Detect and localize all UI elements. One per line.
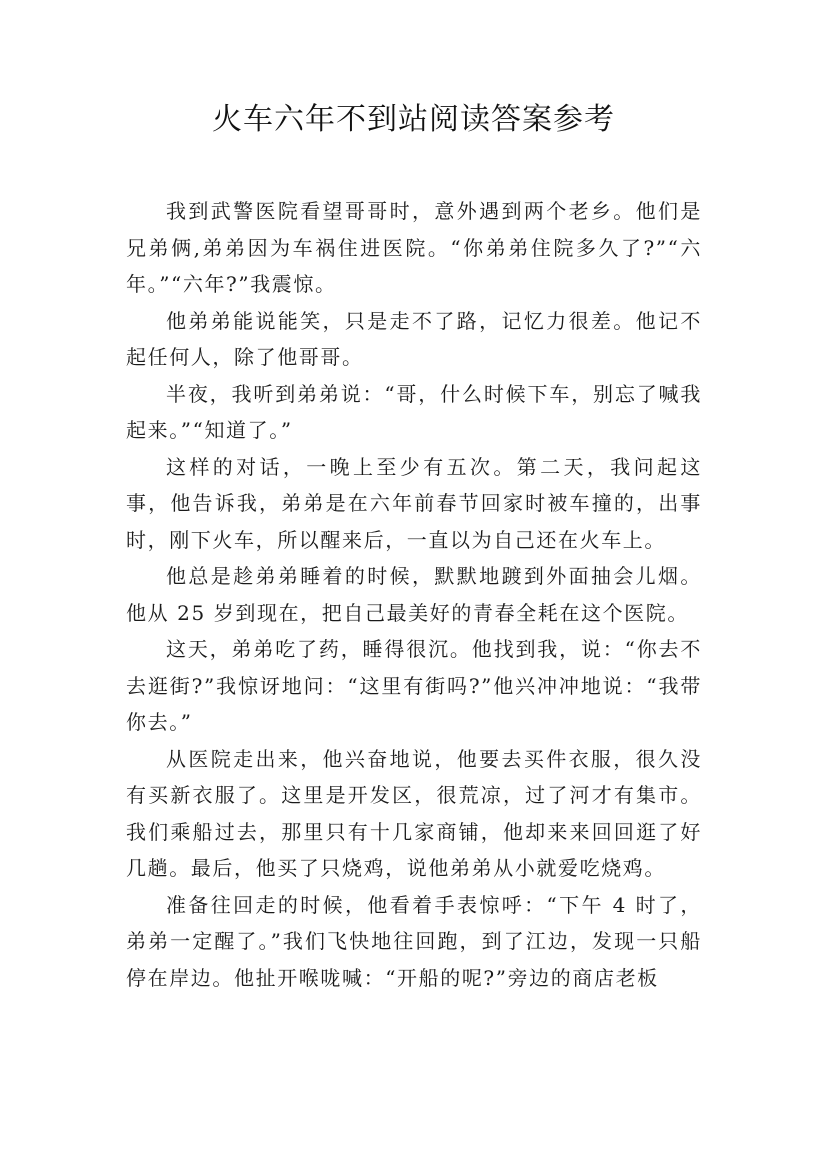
- paragraph: 他弟弟能说能笑，只是走不了路，记忆力很差。他记不起任何人，除了他哥哥。: [126, 308, 702, 369]
- paragraph: 半夜，我听到弟弟说：“哥，什么时候下车，别忘了喊我起来。”“知道了。”: [126, 381, 702, 442]
- paragraph: 他总是趁弟弟睡着的时候，默默地踱到外面抽会儿烟。他从 25 岁到现在，把自己最美好的青春全耗在这个医院。: [126, 564, 702, 625]
- paragraph: 这样的对话，一晚上至少有五次。第二天，我问起这事，他告诉我，弟弟是在六年前春节回家时被车撞的，出事时，刚下火车，所以醒来后，一直以为自己还在火车上。: [126, 454, 702, 552]
- paragraph: 从医院走出来，他兴奋地说，他要去买件衣服，很久没有买新衣服了。这里是开发区，很荒凉，过了河才有集市。我们乘船过去，那里只有十几家商铺，他却来来回回逛了好几趟。最后，他买了只烧鸡，说他弟弟从小就爱吃烧鸡。: [126, 746, 702, 880]
- article-body: [126, 193, 702, 996]
- document-title: 火车六年不到站阅读答案参考: [212, 102, 615, 137]
- paragraph: 这天，弟弟吃了药，睡得很沉。他找到我，说：“你去不去逛街?”我惊讶地问：“这里有街吗?”他兴冲冲地说：“我带你去。”: [126, 637, 702, 734]
- paragraph: 我到武警医院看望哥哥时，意外遇到两个老乡。他们是兄弟俩,弟弟因为车祸住进医院。“你弟弟住院多久了?”“六年。”“六年?”我震惊。: [126, 199, 702, 296]
- paragraph: 准备往回走的时候，他看着手表惊呼：“下午 4 时了，弟弟一定醒了。”我们飞快地往回跑，到了江边，发现一只船停在岸边。他扯开喉咙喊：“开船的呢?”旁边的商店老板: [126, 892, 702, 990]
